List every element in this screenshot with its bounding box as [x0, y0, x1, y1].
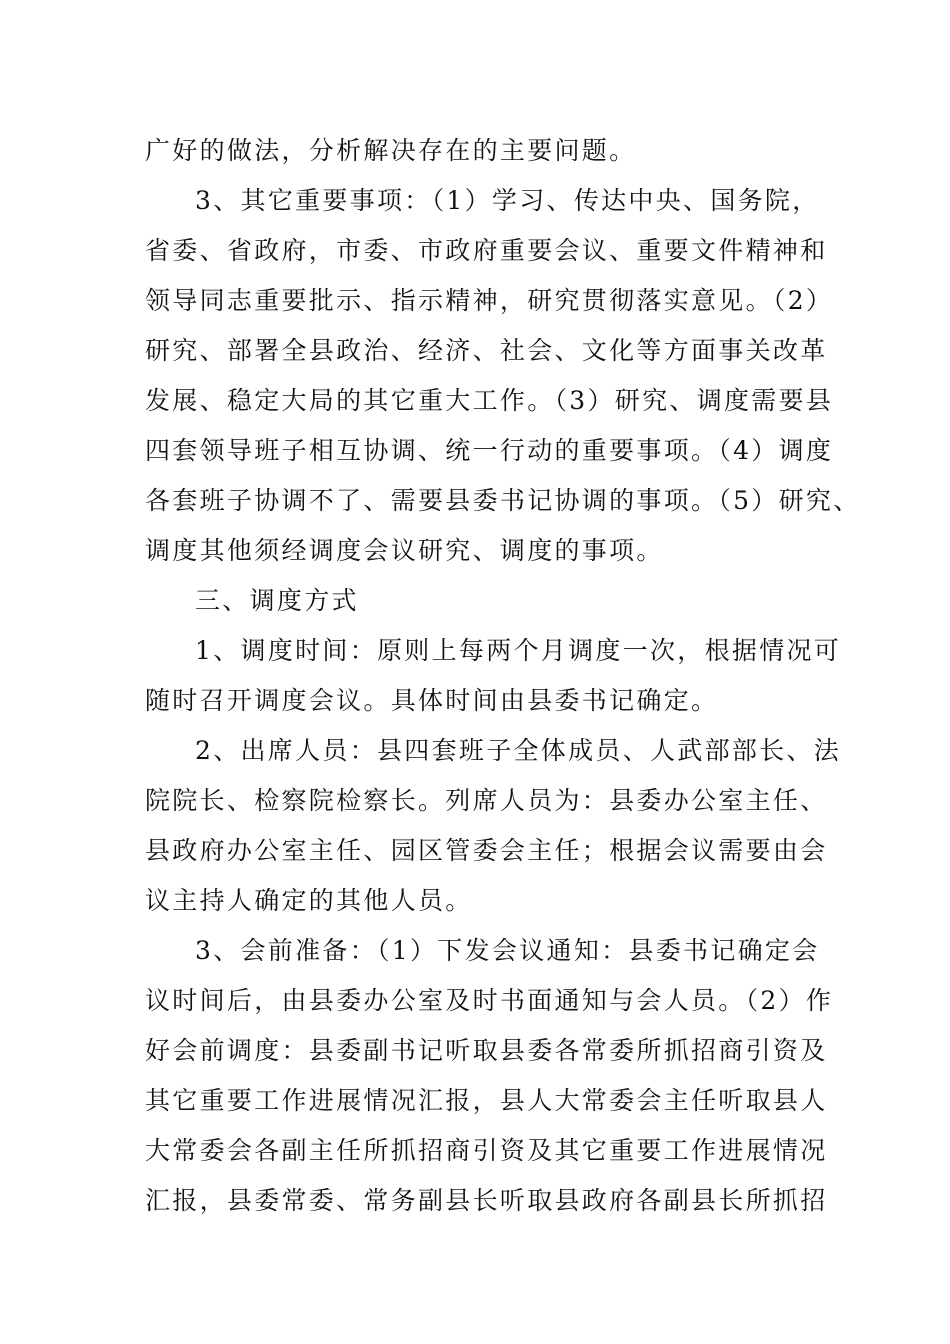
- text-line: 省委、省政府，市委、市政府重要会议、重要文件精神和: [145, 236, 828, 265]
- text-line: 其它重要工作进展情况汇报，县人大常委会主任听取县人: [145, 1086, 828, 1115]
- text-line: 四套领导班子相互协调、统一行动的重要事项。（4）调度: [145, 436, 834, 465]
- text-line: 大常委会各副主任所抓招商引资及其它重要工作进展情况: [145, 1136, 828, 1165]
- text-line: 县政府办公室主任、园区管委会主任；根据会议需要由会: [145, 836, 828, 865]
- text-line: 各套班子协调不了、需要县委书记协调的事项。（5）研究、: [145, 486, 861, 515]
- text-line: 研究、部署全县政治、经济、社会、文化等方面事关改革: [145, 336, 828, 365]
- text-line: 好会前调度：县委副书记听取县委各常委所抓招商引资及: [145, 1036, 828, 1065]
- text-line: 汇报，县委常委、常务副县长听取县政府各副县长所抓招: [145, 1186, 828, 1215]
- text-line: 议主持人确定的其他人员。: [145, 886, 473, 915]
- text-line: 随时召开调度会议。具体时间由县委书记确定。: [145, 686, 719, 715]
- text-line: 调度其他须经调度会议研究、调度的事项。: [145, 536, 664, 565]
- text-line: 2、出席人员：县四套班子全体成员、人武部部长、法: [195, 736, 842, 765]
- section-heading: 三、调度方式: [195, 586, 359, 615]
- text-line: 院院长、检察院检察长。列席人员为：县委办公室主任、: [145, 786, 828, 815]
- text-line: 1、调度时间：原则上每两个月调度一次，根据情况可: [195, 636, 842, 665]
- text-line: 领导同志重要批示、指示精神，研究贯彻落实意见。（2）: [145, 286, 834, 315]
- text-line: 广好的做法，分析解决存在的主要问题。: [145, 136, 637, 165]
- text-line: 发展、稳定大局的其它重大工作。（3）研究、调度需要县: [145, 386, 834, 415]
- text-line: 3、其它重要事项：（1）学习、传达中央、国务院，: [195, 186, 820, 215]
- text-line: 3、会前准备：（1）下发会议通知：县委书记确定会: [195, 936, 820, 965]
- text-line: 议时间后，由县委办公室及时书面通知与会人员。（2）作: [145, 986, 834, 1015]
